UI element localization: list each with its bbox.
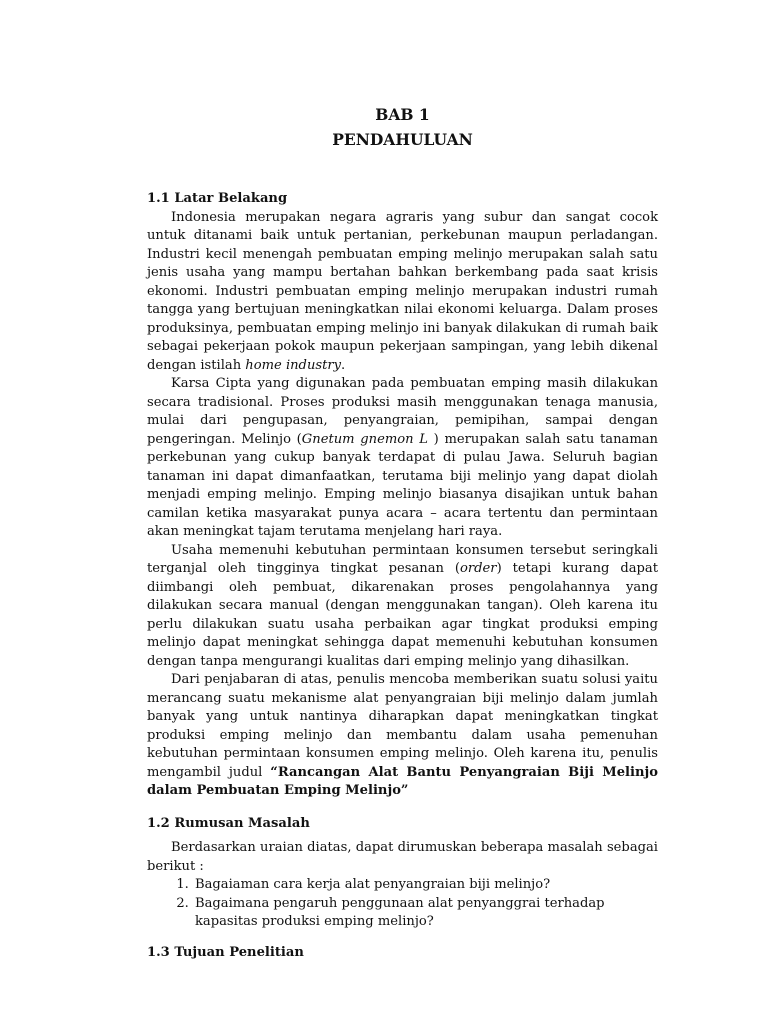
paragraph-latar-2 <box>147 375 658 542</box>
italic-term-gnetum: Gnetum gnemon L <box>301 431 428 447</box>
problem-list <box>147 876 658 932</box>
section-heading-latar-belakang: 1.1 Latar Belakang <box>147 191 288 206</box>
italic-term-home-industry: home industry <box>245 357 342 373</box>
document-page <box>147 100 658 962</box>
paragraph-latar-1 <box>147 209 658 376</box>
paragraph-text: Indonesia merupakan negara agraris yang subur dan sangat cocok untuk ditanami baik untuk pertanian, perkebunan maupun perladangan. Industri kecil menengah pembuatan emping melinjo merupakan salah satu jenis usaha yang mampu bertahan bahkan berkembang pada saat krisis ekonomi. Industri pembuatan emping melinjo merupakan industri rumah tangga yang bertujuan meningkatkan nilai ekonomi keluarga. Dalam proses produksinya, pembuatan emping melinjo ini banyak dilakukan di rumah baik sebagai pekerjaan pokok maupun pekerjaan sampingan, yang lebih dikenal dengan istilah <box>147 209 658 373</box>
research-title-bold: “Rancangan Alat Bantu Penyangraian Biji Melinjo dalam Pembuatan Emping Melinjo” <box>147 764 658 798</box>
section-heading-rumusan-masalah: 1.2 Rumusan Masalah <box>147 815 310 831</box>
chapter-number: BAB 1 <box>375 105 430 124</box>
rumusan-intro: Berdasarkan uraian diatas, dapat dirumuskan beberapa masalah sebagai berikut : <box>147 840 658 874</box>
paragraph-text: Dari penjabaran di atas, penulis mencoba memberikan suatu solusi yaitu merancang suatu mekanisme alat penyangraian biji melinjo dalam jumlah banyak yang untuk nantinya diharapkan dapat meningkatkan tingkat produksi emping melinjo dan membantu dalam usaha pemenuhan kebutuhan permintaan konsumen emping melinjo. Oleh karena itu, penulis mengambil judul <box>147 672 658 780</box>
section-heading-tujuan-penelitian: 1.3 Tujuan Penelitian <box>147 944 304 960</box>
paragraph-latar-4 <box>147 671 658 801</box>
italic-term-order: order <box>460 561 497 576</box>
paragraph-text: ) tetapi kurang dapat diimbangi oleh pembuat, dikarenakan proses pengolahannya yang dilakukan secara manual (dengan menggunakan tangan). Oleh karena itu perlu dilakukan suatu usaha perbaikan agar tingkat produksi emping melinjo dapat meningkat sehingga dapat memenuhi kebutuhan konsumen dengan tanpa mengurangi kualitas dari emping melinjo yang dihasilkan. <box>147 561 658 669</box>
paragraph-text: . <box>341 357 346 373</box>
list-item: 1. Bagaiaman cara kerja alat penyangraian biji melinjo? <box>193 876 658 895</box>
list-item: 2. Bagaimana pengaruh penggunaan alat penyanggrai terhadap kapasitas produksi emping melinjo? <box>193 895 658 932</box>
chapter-title: PENDAHULUAN <box>332 130 473 149</box>
paragraph-text: Karsa Cipta yang digunakan pada pembuatan emping masih dilakukan secara tradisional. Proses produksi masih menggunakan tenaga manusia, mulai dari pengupasan, penyangraian, pemipihan, sampai dengan pengeringan. Melinjo ( <box>147 376 658 447</box>
paragraph-text: Usaha memenuhi kebutuhan permintaan konsumen tersebut seringkali terganjal oleh tingginya tingkat pesanan ( <box>147 542 658 576</box>
paragraph-text: ) merupakan salah satu tanaman perkebunan yang cukup banyak terdapat di pulau Jawa. Seluruh bagian tanaman ini dapat dimanfaatkan, terutama biji melinjo yang dapat diolah menjadi emping melinjo. Emping melinjo biasanya disajikan untuk bahan camilan ketika masyarakat punya acara – acara tertentu dan permintaan akan meningkat tajam terutama menjelang hari raya. <box>147 431 658 539</box>
paragraph-latar-3 <box>147 542 658 672</box>
